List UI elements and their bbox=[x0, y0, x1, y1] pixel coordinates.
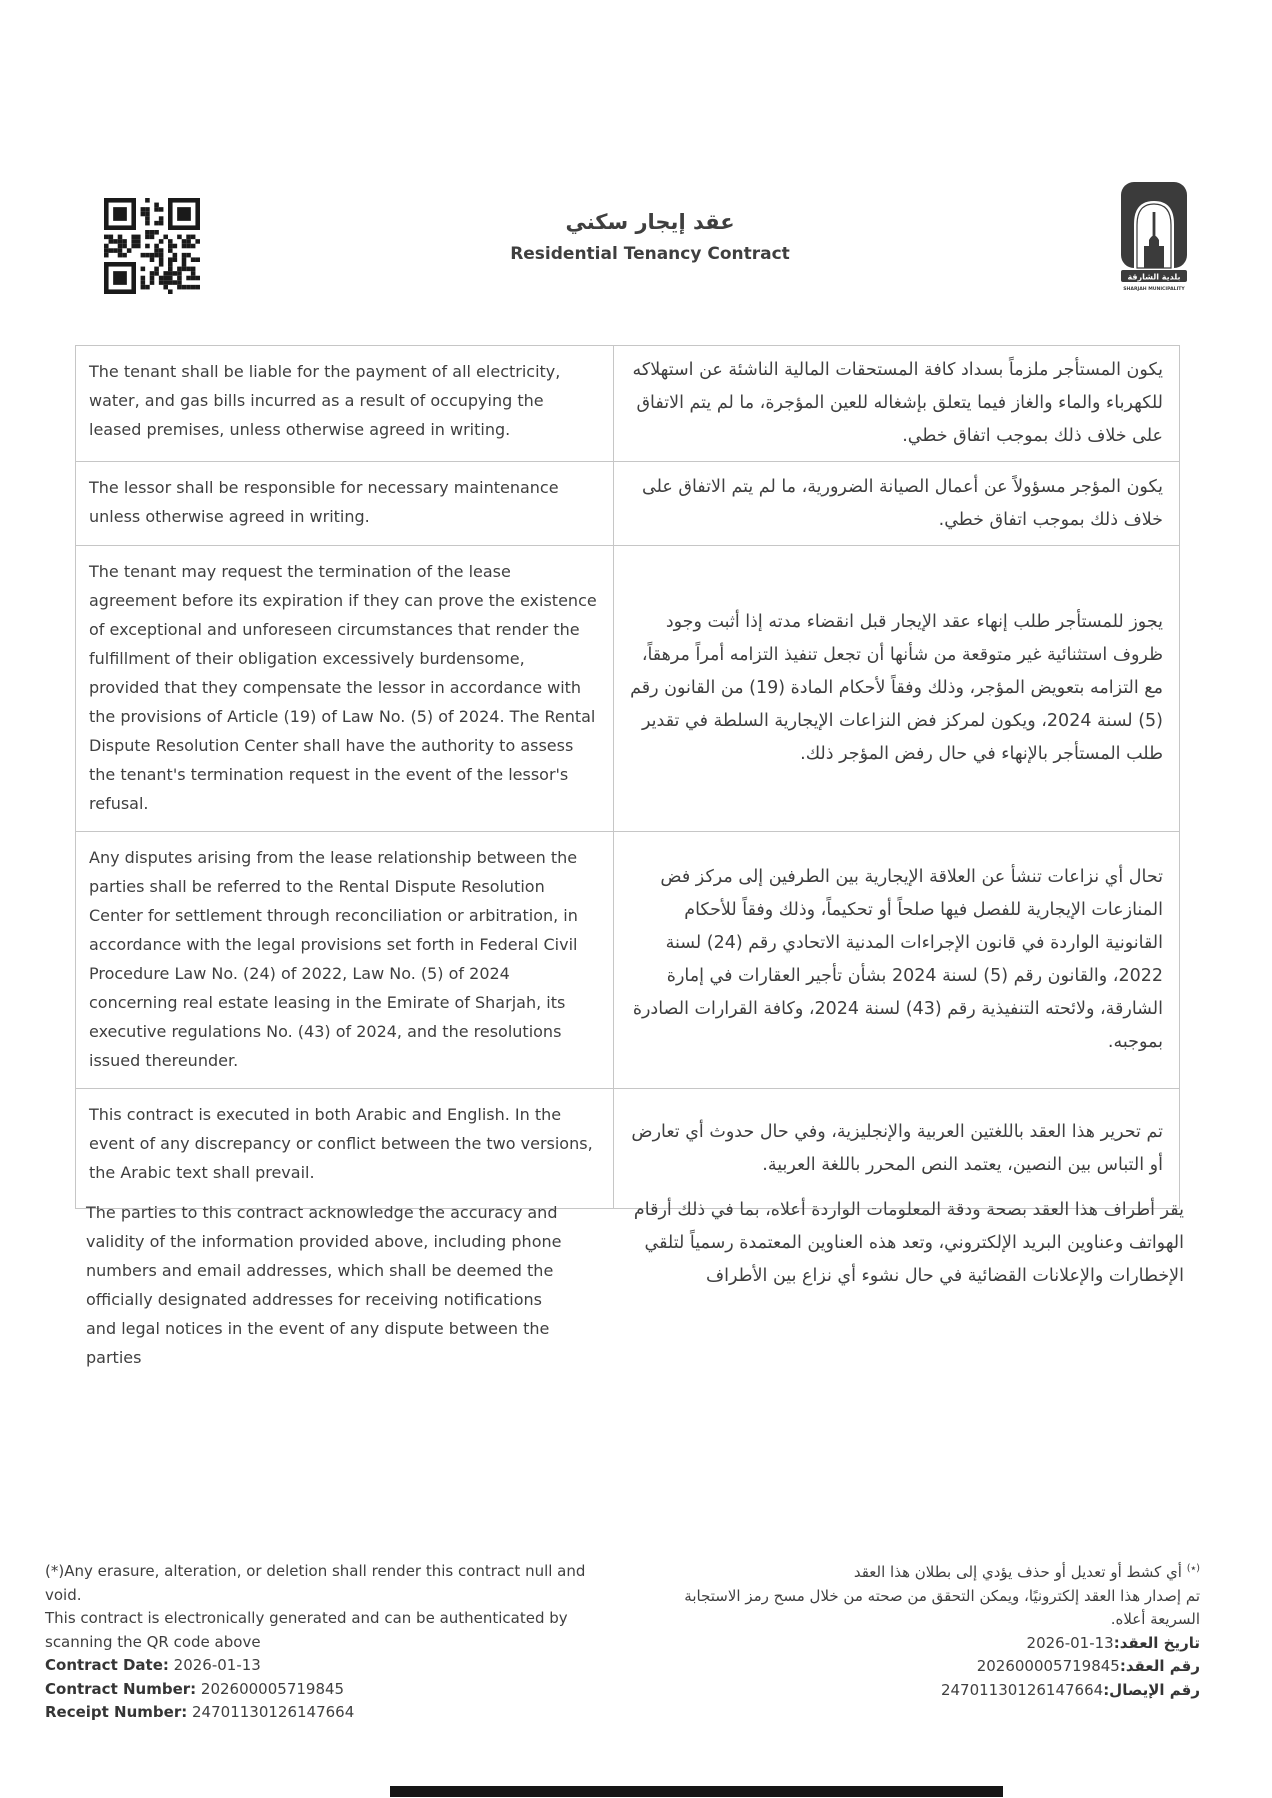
sharjah-municipality-logo bbox=[1118, 180, 1190, 294]
clause-text-en: Any disputes arising from the lease relationship between the parties shall be referred to the Rental Dispute Resolution Center for settlement through reconciliation or arbitration, in accordance with the legal provisions set forth in Federal Civil Procedure Law No. (24) of 2022, Law No. (5) of 2024 concerning real estate leasing in the Emirate of Sharjah, its executive regulations No. (43) of 2024, and the resolutions issued thereunder. bbox=[76, 832, 614, 1089]
clause-text-ar: يكون المستأجر ملزماً بسداد كافة المستحقات المالية الناشئة عن استهلاكه للكهرباء والماء والغاز فيما يتعلق بإشغاله للعين المؤجرة، ما لم يتم الاتفاق على خلاف ذلك بموجب اتفاق خطي. bbox=[614, 346, 1180, 462]
contract-title-english: Residential Tenancy Contract bbox=[510, 244, 790, 264]
contract-number-value-ar: 202600005719845 bbox=[976, 1657, 1120, 1675]
asterisk-marker: (٭) bbox=[1186, 1563, 1200, 1574]
contract-number-value: 202600005719845 bbox=[200, 1679, 345, 1698]
scanner-artifact-bar bbox=[390, 1786, 1003, 1797]
receipt-number-field-ar bbox=[636, 1679, 1200, 1703]
clause-text-en: The lessor shall be responsible for necessary maintenance unless otherwise agreed in writing. bbox=[76, 462, 614, 546]
qr-code bbox=[104, 198, 200, 294]
contract-title-arabic: عقد إيجار سكني bbox=[565, 210, 735, 234]
acknowledgement-text-en: The parties to this contract acknowledge the accuracy and validity of the information provided above, including phone numbers and email addresses, which shall be deemed the officially designated addresses for receiving notifications and legal notices in the event of any dispute between the parties bbox=[86, 1203, 562, 1367]
acknowledgement-text-ar: يقر أطراف هذا العقد بصحة ودقة المعلومات الواردة أعلاه، بما في ذلك أرقام الهواتف وعناوين البريد الإلكتروني، وتعد هذه العناوين المعتمدة رسمياً لتلقي الإخطارات والإعلانات القضائية في حال نشوء أي نزاع بين الأطراف bbox=[633, 1200, 1184, 1286]
clause-text-en: This contract is executed in both Arabic and English. In the event of any discrepancy or conflict between the two versions, the Arabic text shall prevail. bbox=[76, 1089, 614, 1209]
clause-text-ar: يكون المؤجر مسؤولاً عن أعمال الصيانة الضرورية، ما لم يتم الاتفاق على خلاف ذلك بموجب اتفاق خطي. bbox=[614, 462, 1180, 546]
contract-number-label-ar: رقم العقد: bbox=[1119, 1657, 1200, 1675]
contract-number-field-en bbox=[45, 1678, 593, 1702]
clause-text-ar: يجوز للمستأجر طلب إنهاء عقد الإيجار قبل انقضاء مدته إذا أثبت وجود ظروف استثنائية غير متوقعة من شأنها أن تجعل تنفيذ التزامه أمراً مرهقاً، مع التزامه بتعويض المؤجر، وذلك وفقاً لأحكام المادة (19) من القانون رقم (5) لسنة 2024، ويكون لمركز فض النزاعات الإيجارية السلطة في تقدير طلب المستأجر بالإنهاء في حال رفض المؤجر ذلك. bbox=[614, 546, 1180, 832]
footer-english bbox=[45, 1560, 593, 1725]
contract-date-field-ar bbox=[636, 1632, 1200, 1656]
contract-date-value-ar: 2026-01-13 bbox=[1026, 1633, 1114, 1652]
logo-name-arabic: بلدية الشارقة bbox=[1127, 272, 1181, 282]
clause-row bbox=[76, 462, 1180, 546]
clause-text-en: The tenant may request the termination of the lease agreement before its expiration if they can prove the existence of exceptional and unforeseen circumstances that render the fulfillment of their obligation excessively burdensome, provided that they compensate the lessor in accordance with the provisions of Article (19) of Law No. (5) of 2024. The Rental Dispute Resolution Center shall have the authority to assess the tenant's termination request in the event of the lessor's refusal. bbox=[76, 546, 614, 832]
erasure-note-en: (*)Any erasure, alteration, or deletion shall render this contract null and void. bbox=[45, 1562, 586, 1604]
clauses-table bbox=[75, 345, 1180, 1209]
erasure-note-ar: (٭) أي كشط أو تعديل أو حذف يؤدي إلى بطلان هذا العقد bbox=[853, 1563, 1200, 1581]
receipt-number-label: Receipt Number: bbox=[45, 1703, 188, 1721]
receipt-number-value: 24701130126147664 bbox=[192, 1703, 355, 1721]
clause-text-en: The tenant shall be liable for the payment of all electricity, water, and gas bills incurred as a result of occupying the leased premises, unless otherwise agreed in writing. bbox=[76, 346, 614, 462]
authentication-note-en: This contract is electronically generated and can be authenticated by scanning the QR code above bbox=[45, 1609, 568, 1651]
contract-date-value: 2026-01-13 bbox=[173, 1656, 261, 1674]
contract-date-field-en bbox=[45, 1654, 593, 1678]
contract-date-label-ar: تاريخ العقد: bbox=[1113, 1633, 1200, 1652]
receipt-number-field-en bbox=[45, 1701, 593, 1725]
clause-row bbox=[76, 832, 1180, 1089]
footer-arabic bbox=[636, 1557, 1200, 1702]
contract-date-label: Contract Date: bbox=[45, 1656, 169, 1674]
municipality-arch-icon bbox=[1118, 180, 1190, 294]
qr-code-icon bbox=[104, 198, 200, 294]
contract-number-field-ar bbox=[636, 1655, 1200, 1679]
logo-name-english: SHARJAH MUNICIPALITY bbox=[1123, 287, 1185, 292]
receipt-number-label-ar: رقم الإيصال: bbox=[1103, 1680, 1200, 1699]
clause-row bbox=[76, 546, 1180, 832]
clause-text-ar: تحال أي نزاعات تنشأ عن العلاقة الإيجارية بين الطرفين إلى مركز فض المنازعات الإيجارية للفصل فيها صلحاً أو تحكيماً، وذلك وفقاً للأحكام القانونية الواردة في قانون الإجراءات المدنية الاتحادي رقم (24) لسنة 2022، والقانون رقم (5) لسنة 2024 بشأن تأجير العقارات في إمارة الشارقة، ولائحته التنفيذية رقم (43) لسنة 2024، وكافة القرارات الصادرة بموجبه. bbox=[614, 832, 1180, 1089]
receipt-number-value-ar: 24701130126147664 bbox=[940, 1680, 1104, 1699]
clause-text-ar: تم تحرير هذا العقد باللغتين العربية والإنجليزية، وفي حال حدوث أي تعارض أو التباس بين النصين، يعتمد النص المحرر باللغة العربية. bbox=[614, 1089, 1180, 1209]
clause-row bbox=[76, 346, 1180, 462]
document-header bbox=[300, 210, 1000, 264]
authentication-note-ar: تم إصدار هذا العقد إلكترونيًا، ويمكن التحقق من صحته من خلال مسح رمز الاستجابة السريعة أعلاه. bbox=[684, 1586, 1200, 1628]
contract-number-label: Contract Number: bbox=[45, 1679, 197, 1698]
clause-row bbox=[76, 1089, 1180, 1209]
